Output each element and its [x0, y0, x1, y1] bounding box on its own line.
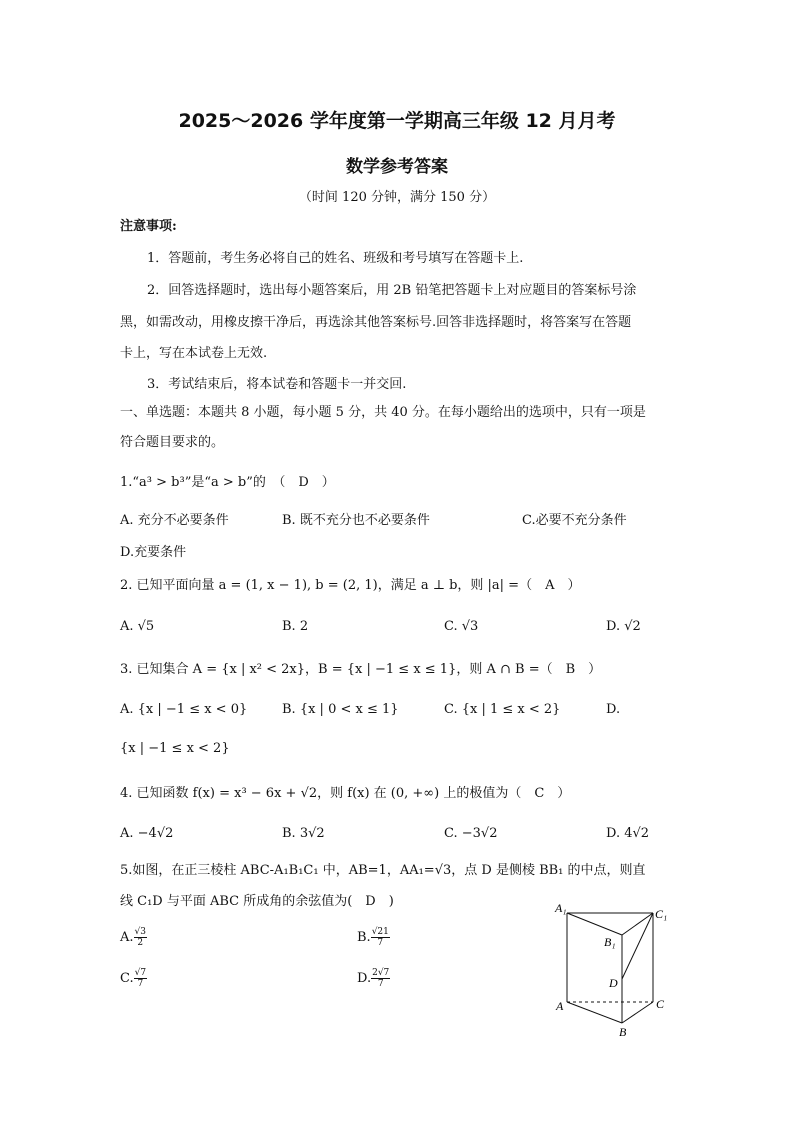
label-c1: C₁: [655, 907, 668, 921]
option-c: C. √3: [444, 619, 479, 634]
option-b: B. 3√2: [282, 826, 325, 841]
option-d: D.: [606, 702, 621, 717]
option-a: A. 充分不必要条件: [120, 513, 229, 528]
option-label: D.: [357, 971, 372, 986]
segment-c1d: [622, 913, 653, 979]
edge-ab: [567, 1002, 622, 1023]
option-b: B. 2: [282, 619, 309, 634]
section-heading: 一、单选题：本题共 8 小题，每小题 5 分，共 40 分。在每小题给出的选项中，只有一项是: [120, 405, 646, 420]
fraction: [134, 968, 147, 989]
label-a: A: [556, 999, 564, 1013]
question-stem: 2. 已知平面向量 a = (1, x − 1), b = (2, 1)，满足 a ⊥ b，则 |a| =（ A ）: [120, 578, 581, 593]
option-c: C. {x | 1 ≤ x < 2}: [444, 702, 561, 717]
option-b: [357, 927, 390, 948]
option-c: C. −3√2: [444, 826, 498, 841]
fraction: [371, 927, 390, 948]
question-stem: 5.如图，在正三棱柱 ABC-A₁B₁C₁ 中，AB=1，AA₁=√3，点 D 是侧棱 BB₁ 的中点，则直: [120, 863, 646, 878]
fraction: [371, 968, 390, 989]
notes-heading: 注意事项:: [120, 219, 177, 234]
edge-a1b1: [567, 913, 622, 935]
note-item: 3．考试结束后，将本试卷和答题卡一并交回.: [147, 377, 407, 392]
label-c: C: [656, 997, 665, 1011]
fraction-numerator: √21: [371, 927, 389, 937]
option-c: C.必要不充分条件: [522, 513, 627, 528]
fraction-numerator: √7: [134, 968, 147, 978]
option-b: B. {x | 0 < x ≤ 1}: [282, 702, 399, 717]
option-d: D. √2: [606, 619, 641, 634]
time-note: （时间 120 分钟，满分 150 分）: [298, 190, 496, 205]
fraction-denominator: 7: [137, 979, 144, 989]
note-item: 1．答题前，考生务必将自己的姓名、班级和考号填写在答题卡上.: [147, 251, 524, 266]
label-b1: B₁: [604, 935, 616, 949]
label-b: B: [619, 1025, 627, 1039]
fraction-numerator: 2√7: [372, 968, 390, 978]
section-heading-cont: 符合题目要求的。: [120, 435, 225, 450]
question-stem: 4. 已知函数 f(x) = x³ − 6x + √2，则 f(x) 在 (0, +∞) 上的极值为（ C ）: [120, 786, 571, 801]
option-b: B. 既不充分也不必要条件: [282, 513, 430, 528]
note-item: 卡上，写在本试卷上无效.: [120, 346, 268, 361]
fraction-numerator: √3: [134, 927, 146, 937]
label-a1: A₁: [555, 901, 567, 915]
prism-figure: [545, 895, 675, 1045]
option-d-value: {x | −1 ≤ x < 2}: [120, 741, 230, 756]
fraction-denominator: 7: [377, 938, 384, 948]
option-c: [120, 968, 147, 989]
option-a: A. −4√2: [120, 826, 174, 841]
option-a: A. √5: [120, 619, 155, 634]
edge-bc: [622, 1002, 653, 1023]
option-d: [357, 968, 390, 989]
fraction: [134, 927, 147, 948]
question-stem: 1.“a³ > b³”是“a > b”的 （ D ）: [120, 475, 335, 490]
option-a: A. {x | −1 ≤ x < 0}: [120, 702, 248, 717]
option-d: D.充要条件: [120, 545, 187, 560]
option-label: C.: [120, 971, 134, 986]
note-item: 黑，如需改动，用橡皮擦干净后，再选涂其他答案标号.回答非选择题时，将答案写在答题: [120, 315, 632, 330]
page-subtitle: 数学参考答案: [346, 157, 448, 177]
question-stem-cont: 线 C₁D 与平面 ABC 所成角的余弦值为( D ): [120, 894, 394, 909]
note-item: 2．回答选择题时，选出每小题答案后，用 2B 铅笔把答题卡上对应题目的答案标号涂: [147, 283, 637, 298]
fraction-denominator: 7: [377, 979, 384, 989]
page-title: 2025～2026 学年度第一学期高三年级 12 月月考: [178, 110, 616, 132]
label-d: D: [609, 976, 618, 990]
option-d: D. 4√2: [606, 826, 650, 841]
option-label: B.: [357, 930, 371, 945]
fraction-denominator: 2: [137, 938, 144, 948]
option-label: A.: [120, 930, 134, 945]
question-stem: 3. 已知集合 A = {x | x² < 2x}，B = {x | −1 ≤ x ≤ 1}，则 A ∩ B =（ B ）: [120, 662, 602, 677]
option-a: [120, 927, 147, 948]
